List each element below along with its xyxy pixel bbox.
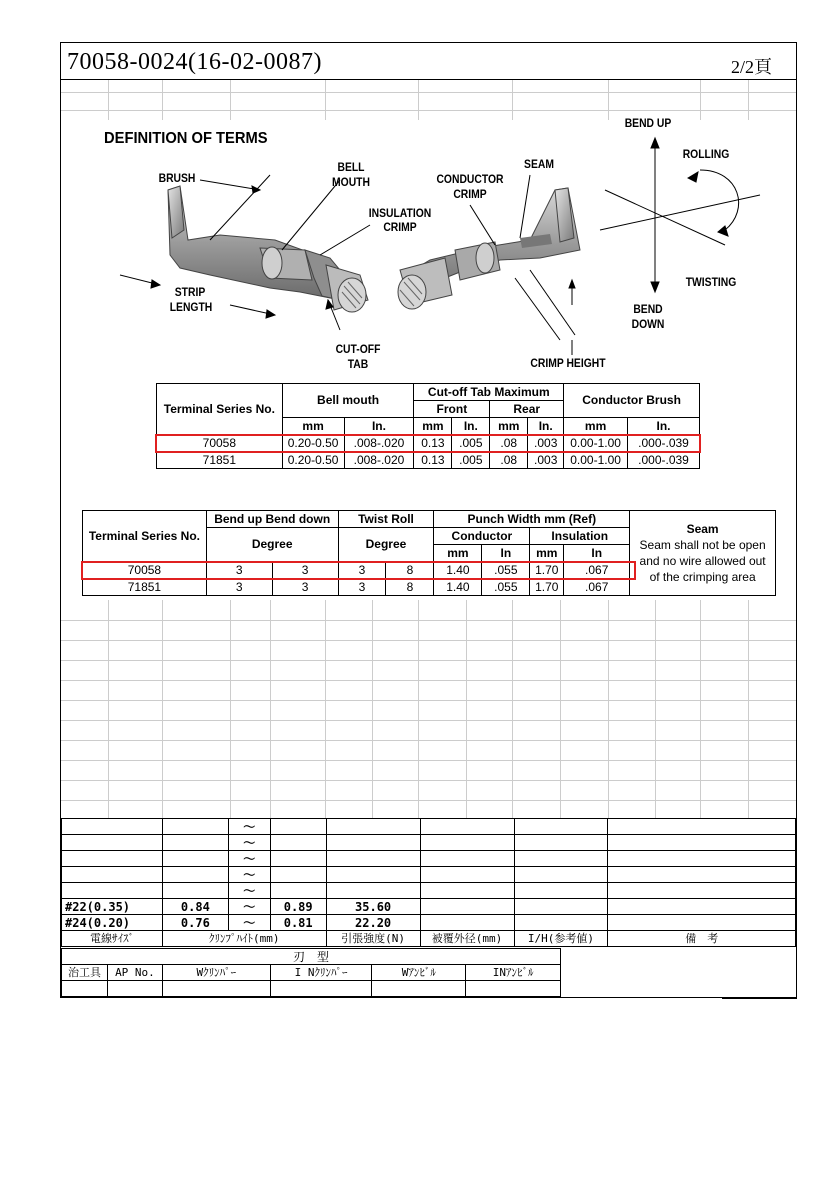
- unit-cell: In.: [344, 418, 414, 435]
- table-row: [62, 883, 796, 899]
- unit-cell: In: [482, 545, 530, 562]
- crimp-max: 0.81: [270, 915, 326, 931]
- table-header-row: [62, 965, 561, 981]
- cell: 0.13: [414, 435, 452, 452]
- label-cutoff-tab-1: CUT-OFF: [335, 344, 381, 356]
- label-strip-length-1: STRIP: [174, 287, 206, 299]
- crimp-max: 0.89: [270, 899, 326, 915]
- cell: .003: [528, 435, 564, 452]
- table-row: [62, 819, 796, 835]
- header-degree: Degree: [206, 528, 338, 562]
- unit-cell: mm: [282, 418, 344, 435]
- page-number: 2/2頁: [730, 57, 772, 77]
- header-terminal-series: Terminal Series No.: [83, 511, 207, 562]
- cell: .055: [482, 562, 530, 579]
- highlight-row-70058-table2: [81, 561, 636, 580]
- tilde-cell: ～: [228, 819, 270, 835]
- cell: 1.70: [530, 562, 564, 579]
- unit-cell: In: [564, 545, 630, 562]
- cell: 0.20-0.50: [282, 435, 344, 452]
- cell: 3: [338, 579, 386, 596]
- cell: 71851: [157, 452, 283, 469]
- cell: 71851: [83, 579, 207, 596]
- label-bell-mouth-1: BELL: [337, 162, 365, 174]
- cell: 3: [206, 579, 272, 596]
- label-bend-up: BEND UP: [624, 118, 672, 130]
- header-conductor-brush: Conductor Brush: [564, 384, 700, 418]
- unit-cell: In.: [528, 418, 564, 435]
- header-rear: Rear: [490, 401, 564, 418]
- header-front: Front: [414, 401, 490, 418]
- seam-note-line: of the crimping area: [649, 570, 756, 584]
- seam-note-line: Seam shall not be open: [639, 538, 766, 552]
- cell: 0.00-1.00: [564, 452, 628, 469]
- tilde-cell: ～: [228, 915, 270, 931]
- cell: 8: [386, 579, 434, 596]
- unit-cell: mm: [530, 545, 564, 562]
- table-row: [62, 851, 796, 867]
- label-twisting: TWISTING: [685, 277, 737, 289]
- header-bell-mouth: Bell mouth: [282, 384, 414, 418]
- crimp-min: 0.76: [162, 915, 228, 931]
- header-insulation: Insulation: [530, 528, 630, 545]
- tensile-strength: 35.60: [326, 899, 420, 915]
- cell: 8: [386, 562, 434, 579]
- label-rolling: ROLLING: [682, 149, 730, 161]
- blade-table: [61, 948, 561, 997]
- definition-heading: DEFINITION OF TERMS: [104, 130, 268, 147]
- terminal-diagram: [100, 110, 770, 380]
- cell: .000-.039: [628, 435, 700, 452]
- header-conductor: Conductor: [434, 528, 530, 545]
- cell: .008-.020: [344, 435, 414, 452]
- header-remarks: 備 考: [608, 931, 796, 947]
- unit-cell: mm: [564, 418, 628, 435]
- header-w-crimper: Wｸﾘﾝﾊﾟｰ: [162, 965, 270, 981]
- cell: .003: [528, 452, 564, 469]
- crimp-min: 0.84: [162, 899, 228, 915]
- label-conductor-crimp-1: CONDUCTOR: [436, 174, 504, 186]
- header-bend: Bend up Bend down: [206, 511, 338, 528]
- wire-size: #22(0.35): [62, 899, 163, 915]
- cell: 1.40: [434, 579, 482, 596]
- cell: 0.20-0.50: [282, 452, 344, 469]
- cell: .005: [452, 452, 490, 469]
- tensile-strength: 22.20: [326, 915, 420, 931]
- label-insulation-crimp-2: CRIMP: [383, 222, 417, 234]
- unit-cell: mm: [414, 418, 452, 435]
- tilde-cell: ～: [228, 899, 270, 915]
- cell: 1.40: [434, 562, 482, 579]
- tilde-cell: ～: [228, 851, 270, 867]
- cell: 3: [338, 562, 386, 579]
- table-row: [62, 867, 796, 883]
- header-punch-width: Punch Width mm (Ref): [434, 511, 630, 528]
- cell: 3: [272, 562, 338, 579]
- table-header-row: [62, 931, 796, 947]
- bottom-rule: [722, 997, 797, 999]
- table-row: [62, 981, 561, 997]
- cell: .067: [564, 562, 630, 579]
- cell: 70058: [83, 562, 207, 579]
- cell: 3: [206, 562, 272, 579]
- header-cutoff-tab: Cut-off Tab Maximum: [414, 384, 564, 401]
- label-bend-down-1: BEND: [633, 304, 663, 316]
- label-insulation-crimp-1: INSULATION: [368, 208, 432, 220]
- cell: 3: [272, 579, 338, 596]
- label-strip-length-2: LENGTH: [169, 302, 213, 314]
- cell: .055: [482, 579, 530, 596]
- cell: 1.70: [530, 579, 564, 596]
- seam-note-line: and no wire allowed out: [639, 554, 766, 568]
- header-insulation-od: 被覆外径(mm): [420, 931, 514, 947]
- header-wire-size: 電線ｻｲｽﾞ: [62, 931, 163, 947]
- header-in-crimper: I Nｸﾘﾝﾊﾟｰ: [270, 965, 372, 981]
- label-bend-down-2: DOWN: [631, 319, 665, 331]
- label-crimp-height: CRIMP HEIGHT: [530, 358, 606, 370]
- label-cutoff-tab-2: TAB: [347, 359, 369, 371]
- bend-punch-table: [82, 510, 776, 596]
- header-seam: Seam: [686, 522, 719, 536]
- highlight-row-70058-table1: [155, 434, 701, 453]
- unit-cell: mm: [434, 545, 482, 562]
- crimp-spec-table: [61, 818, 796, 947]
- label-conductor-crimp-2: CRIMP: [453, 189, 487, 201]
- tilde-cell: ～: [228, 883, 270, 899]
- header-ih: I/H(参考値): [514, 931, 608, 947]
- table-row: [62, 835, 796, 851]
- cell: 0.00-1.00: [564, 435, 628, 452]
- bell-mouth-table: [156, 383, 700, 469]
- table-row: [157, 452, 700, 469]
- document-title: 70058-0024(16-02-0087): [67, 49, 322, 75]
- unit-cell: mm: [490, 418, 528, 435]
- header-degree: Degree: [338, 528, 434, 562]
- label-brush: BRUSH: [158, 173, 196, 185]
- tilde-cell: ～: [228, 867, 270, 883]
- cell: 70058: [157, 435, 283, 452]
- cell: .067: [564, 579, 630, 596]
- seam-note-cell: [630, 511, 776, 596]
- header-w-anvil: Wｱﾝﾋﾞﾙ: [372, 965, 466, 981]
- table-row: [62, 915, 796, 931]
- label-seam: SEAM: [524, 159, 554, 171]
- cell: .08: [490, 452, 528, 469]
- header-crimp-height: ｸﾘﾝﾌﾟﾊｲﾄ(mm): [162, 931, 326, 947]
- header-in-anvil: INｱﾝﾋﾞﾙ: [466, 965, 561, 981]
- tilde-cell: ～: [228, 835, 270, 851]
- header-tool: 治工具: [62, 965, 108, 981]
- unit-cell: In.: [628, 418, 700, 435]
- header-tensile: 引張強度(N): [326, 931, 420, 947]
- table-row: [62, 899, 796, 915]
- wire-size: #24(0.20): [62, 915, 163, 931]
- cell: .008-.020: [344, 452, 414, 469]
- header-ap-no: AP No.: [107, 965, 162, 981]
- cell: 0.13: [414, 452, 452, 469]
- header-twist-roll: Twist Roll: [338, 511, 434, 528]
- label-bell-mouth-2: MOUTH: [332, 177, 370, 189]
- title-divider: [61, 79, 796, 80]
- cell: .000-.039: [628, 452, 700, 469]
- header-terminal-series: Terminal Series No.: [157, 384, 283, 435]
- cell: .005: [452, 435, 490, 452]
- cell: .08: [490, 435, 528, 452]
- blade-title: 刃 型: [62, 949, 561, 965]
- unit-cell: In.: [452, 418, 490, 435]
